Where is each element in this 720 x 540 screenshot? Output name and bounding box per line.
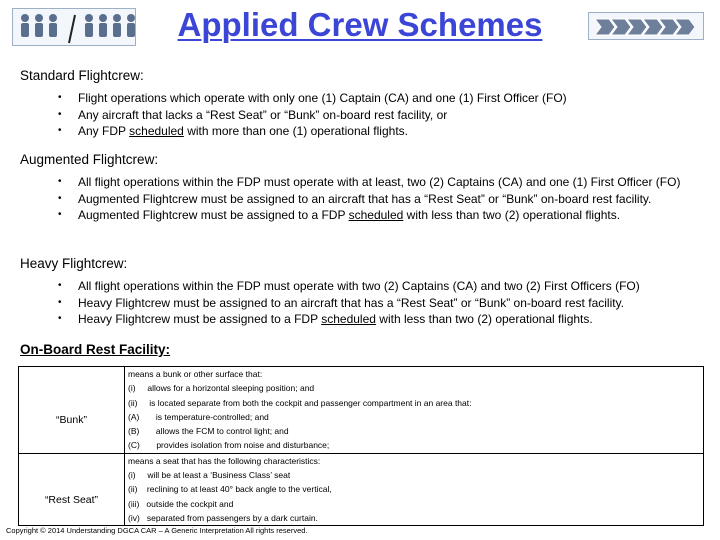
bunk-line: (B) allows the FCM to control light; and — [128, 426, 289, 437]
bunk-term: “Bunk” — [19, 367, 125, 454]
copyright-notice: Copyright © 2014 Understanding DGCA CAR – A Generic Interpretation All rights reserved. — [6, 526, 308, 535]
rest-seat-line: (ii) reclining to at least 40° back angle to the vertical, — [128, 484, 332, 495]
augmented-item-1: • All flight operations within the FDP must operate with at least, two (2) Captains (CA) and one (1) First Officer (FO) — [58, 174, 710, 191]
rest-facility-table — [18, 366, 704, 526]
bunk-line: (i) allows for a horizontal sleeping position; and — [128, 383, 315, 394]
standard-heading: Standard Flightcrew: — [20, 68, 144, 83]
rest-seat-line: (i) will be at least a ‘Business Class’ seat — [128, 470, 291, 481]
standard-item-3: • Any FDP scheduled with more than one (1) operational flights. — [58, 123, 710, 140]
page-title: Applied Crew Schemes — [177, 6, 543, 43]
augmented-item-2: • Augmented Flightcrew must be assigned to an aircraft that has a “Rest Seat” or “Bunk” on-board rest facility. — [58, 191, 710, 208]
table-row — [19, 453, 704, 525]
augmented-item-3: • Augmented Flightcrew must be assigned to a FDP scheduled with less than two (2) operational flights. — [58, 207, 710, 224]
standard-flightcrew-section — [20, 68, 710, 140]
heavy-item-2: • Heavy Flightcrew must be assigned to an aircraft that has a “Rest Seat” or “Bunk” on-board rest facility. — [58, 295, 710, 312]
rest-seat-term: “Rest Seat” — [19, 453, 125, 525]
rest-facility-heading: On-Board Rest Facility: — [20, 342, 171, 357]
augmented-flightcrew-section — [20, 152, 710, 224]
table-row — [19, 367, 704, 454]
bunk-line: (A) is temperature-controlled; and — [128, 411, 269, 422]
heavy-item-1: • All flight operations within the FDP must operate with two (2) Captains (CA) and two (2) First Officers (FO) — [58, 278, 710, 295]
heavy-heading: Heavy Flightcrew: — [20, 256, 128, 271]
heavy-item-3: • Heavy Flightcrew must be assigned to a FDP scheduled with less than two (2) operational flights. — [58, 311, 710, 328]
bunk-line: (ii) is located separate from both the cockpit and passenger compartment in an area that: — [128, 397, 472, 408]
rest-seat-definition — [125, 453, 704, 525]
augmented-heading: Augmented Flightcrew: — [20, 152, 159, 167]
rest-seat-line: (iii) outside the cockpit and — [128, 498, 234, 509]
bunk-definition — [125, 367, 704, 454]
bunk-line: means a bunk or other surface that: — [128, 369, 263, 379]
rest-seat-line: (iv) separated from passengers by a dark curtain. — [128, 512, 318, 523]
heavy-flightcrew-section — [20, 256, 710, 328]
rest-facility-section — [20, 342, 710, 364]
rest-seat-line: means a seat that has the following characteristics: — [128, 455, 321, 466]
standard-item-1: • Flight operations which operate with only one (1) Captain (CA) and one (1) First Officer (FO) — [58, 90, 710, 107]
standard-item-2: • Any aircraft that lacks a “Rest Seat” or “Bunk” on-board rest facility, or — [58, 107, 710, 124]
arrows-logo-image — [588, 12, 704, 40]
bunk-line: (C) provides isolation from noise and disturbance; — [128, 440, 330, 451]
